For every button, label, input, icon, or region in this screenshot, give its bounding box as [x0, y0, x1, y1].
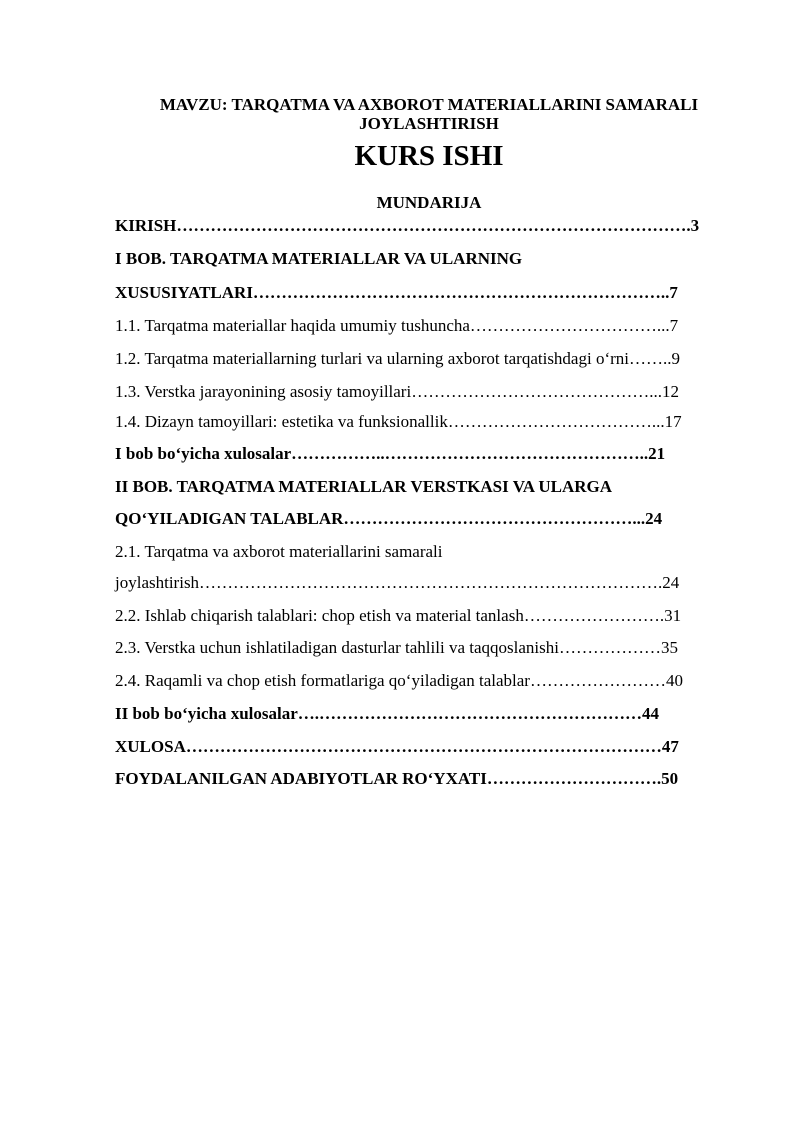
toc-entry-chapter-2-line-2: QO‘YILADIGAN TALABLAR……………………………………………...24 — [115, 509, 663, 528]
toc-entry-chapter-1-line-1: I BOB. TARQATMA MATERIALLAR VA ULARNING — [115, 249, 523, 268]
toc-entry-2-2: 2.2. Ishlab chiqarish talablari: chop etish va material tanlash…………………….31 — [115, 606, 682, 625]
toc-entry-2-3: 2.3. Verstka uchun ishlatiladigan dasturlar tahlili va taqqoslanishi………………35 — [115, 638, 678, 657]
toc-entry-1-2: 1.2. Tarqatma materiallarning turlari va ularning axborot tarqatishdagi o‘rni……..9 — [115, 349, 680, 368]
toc-entry-chapter-2-line-1: II BOB. TARQATMA MATERIALLAR VERSTKASI VA ULARGA — [115, 477, 613, 496]
toc-entry-2-1-line-2: joylashtirish……………………………………………………………………….24 — [115, 573, 680, 592]
toc-heading: MUNDARIJA — [376, 193, 482, 212]
toc-entry-1-3: 1.3. Verstka jarayonining asosiy tamoyillari……………………………………...12 — [115, 382, 679, 401]
toc-entry-introduction: KIRISH……………………………………………………………………………….3 — [115, 216, 700, 235]
toc-entry-1-4: 1.4. Dizayn tamoyillari: estetika va funksionallik………………………………...17 — [115, 412, 682, 431]
toc-entry-chapter-1-conclusions: I bob bo‘yicha xulosalar……………..………………………………………..21 — [115, 444, 666, 463]
topic-line-2: JOYLASHTIRISH — [359, 114, 499, 133]
toc-entry-chapter-1-line-2: XUSUSIYATLARI………………………………………………………………..7 — [115, 283, 678, 302]
toc-entry-chapter-2-conclusions: II bob bo‘yicha xulosalar….…………………………………………………44 — [115, 704, 660, 723]
toc-entry-2-4: 2.4. Raqamli va chop etish formatlariga qo‘yiladigan talablar……………………40 — [115, 671, 683, 690]
toc-entry-references: FOYDALANILGAN ADABIYOTLAR RO‘YXATI………………………….50 — [115, 769, 679, 788]
topic-line-1: MAVZU: TARQATMA VA AXBOROT MATERIALLARINI SAMARALI — [159, 95, 699, 114]
topic-heading — [100, 95, 758, 133]
toc-entry-2-1-line-1: 2.1. Tarqatma va axborot materiallarini samarali — [115, 542, 443, 561]
toc-entry-conclusion: XULOSA…………………………………………………………………………47 — [115, 737, 679, 756]
toc-entry-1-1: 1.1. Tarqatma materiallar haqida umumiy tushuncha……………………………...7 — [115, 316, 679, 335]
document-title: KURS ISHI — [354, 140, 504, 172]
